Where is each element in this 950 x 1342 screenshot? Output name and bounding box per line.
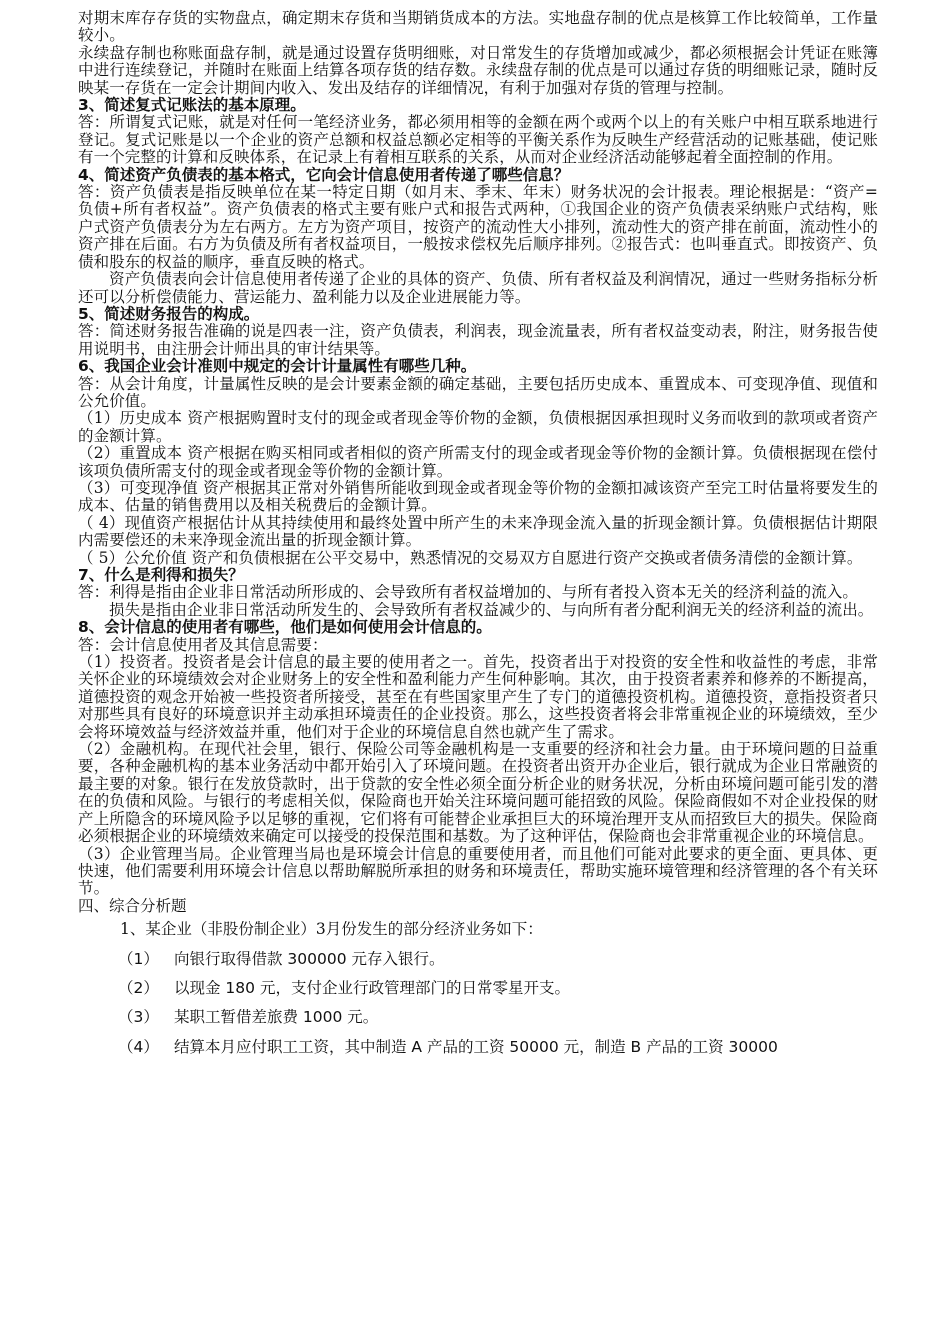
paragraph: 损失是指由企业非日常活动所发生的、会导致所有者权益减少的、与向所有者分配利润无关的经济利益的流出。 xyxy=(109,600,874,619)
item-text: 以现金 180 元，支付企业行政管理部门的日常零星开支。 xyxy=(174,978,570,997)
item-number: （3） xyxy=(118,1008,159,1027)
paragraph: （3）可变现净值 资产根据其正常对外销售所能收到现金或者现金等价物的金额扣减该资产至完工时估量将要发生的成本、估量的销售费用以及相关税费后的金额计算。 xyxy=(78,478,878,515)
document-page xyxy=(78,10,878,1056)
item-text: 向银行取得借款 300000 元存入银行。 xyxy=(174,949,445,968)
paragraph: （ 4）现值资产根据估计从其持续使用和最终处置中所产生的未来净现金流入量的折现金额计算。负债根据估计期限内需要偿还的未来净现金流出量的折现金额计算。 xyxy=(78,513,878,550)
section-title: 四、综合分析题 xyxy=(78,896,187,915)
item-text: 结算本月应付职工工资，其中制造 A 产品的工资 50000 元，制造 B 产品的工资 30000 xyxy=(174,1037,778,1056)
paragraph: 答：简述财务报告准确的说是四表一注，资产负债表，利润表，现金流量表，所有者权益变动表，附注，财务报告使用说明书，由注册会计师出具的审计结果等。 xyxy=(78,322,878,358)
paragraph: 答：所谓复式记账，就是对任何一笔经济业务，都必须用相等的金额在两个或两个以上的有关账户中相互联系地进行登记。复式记账是以一个企业的资产总额和权益总额必定相等的平衡关系作为反映生产经营活动的记账基础，使记账有一个完整的计算和反映体系，在记录上有着相互联系的关系，从而对企业经济活动能够起着全面控制的作用。 xyxy=(78,113,878,167)
paragraph: （2）金融机构。在现代社会里，银行、保险公司等金融机构是一支重要的经济和社会力量。由于环境问题的日益重要，各种金融机构的基本业务活动中都开始引入了环境问题。在投资者出资开办企业后，银行就成为企业日常融资的最主要的对象。银行在发放贷款时，出于贷款的安全性必须全面分析企业的财务状况，分析由环境问题可能引发的潜在的负债和风险。与银行的考虑相关似，保险商也开始关注环境问题可能招致的风险。保险商假如不对企业投保的财产上所隐含的环境风险予以足够的重视，它们将有可能替企业承担巨大的环境治理开支从而招致巨大的损失。保险商必须根据企业的环境绩效来确定可以接受的投保范围和基数。为了这种评估，保险商也会非常重视企业的环境信息。 xyxy=(78,740,878,846)
paragraph: （2）重置成本 资产根据在购买相同或者相似的资产所需支付的现金或者现金等价物的金额计算。负债根据现在偿付该项负债所需支付的现金或者现金等价物的金额计算。 xyxy=(78,444,878,480)
list-item xyxy=(78,1009,878,1026)
paragraph: 对期末库存存货的实物盘点，确定期末存货和当期销货成本的方法。实地盘存制的优点是核算工作比较简单，工作量较小。 xyxy=(78,9,878,45)
item-text: 某职工暂借差旅费 1000 元。 xyxy=(174,1008,379,1027)
paragraph: 资产负债表向会计信息使用者传递了企业的具体的资产、负债、所有者权益及利润情况，通过一些财务指标分析还可以分析偿债能力、营运能力、盈利能力以及企业进展能力等。 xyxy=(78,270,878,306)
paragraph: （ 5）公允价值 资产和负债根据在公平交易中，熟悉情况的交易双方自愿进行资产交换或者债务清偿的金额计算。 xyxy=(78,548,863,567)
question-heading: 8、会计信息的使用者有哪些，他们是如何使用会计信息的。 xyxy=(78,618,492,637)
paragraph: 答：资产负债表是指反映单位在某一特定日期（如月末、季末、年末）财务状况的会计报表。理论根据是：“资产=负债+所有者权益”。资产负债表的格式主要有账户式和报告式两种，①我国企业的资产负债表采纳账户式结构，账户式资产负债表分为左右两方。左方为资产项目，按资产的流动性大小排列，流动性大的资产排在前面，流动性小的资产排在后面。右方为负债及所有者权益项目，一般按求偿权先后顺序排列。②报告式：也叫垂直式。即按资产、负债和股东的权益的顺序，垂直反映的格式。 xyxy=(78,183,878,271)
item-number: （1） xyxy=(118,949,159,968)
paragraph: 永续盘存制也称账面盘存制，就是通过设置存货明细账，对日常发生的存货增加或减少，都必须根据会计凭证在账簿中进行连续登记，并随时在账面上结算各项存货的结存数。永续盘存制的优点是可以通过存货的明细账记录，随时反映某一存货在一定会计期间内收入、发出及结存的详细情况，有利于加强对存货的管理与控制。 xyxy=(78,43,878,97)
list-item xyxy=(78,980,878,997)
item-number: （4） xyxy=(118,1037,159,1056)
list-item xyxy=(78,951,878,968)
paragraph: （1）投资者。投资者是会计信息的最主要的使用者之一。首先，投资者出于对投资的安全性和收益性的考虑，非常关怀企业的环境绩效会对企业财务上的安全性和盈利能力产生何种影响。其次，由于投资者素养和修养的不断提高，道德投资的观念开始被一些投资者所接受，甚至在有些国家里产生了专门的道德投资机构。道德投资，意指投资者只对那些具有良好的环境意识并主动承担环境责任的企业投资。那么，这些投资者将会非常重视企业的环境绩效，至少会将环境效益与经济效益并重，他们对于企业的环境信息自然也就产生了需求。 xyxy=(78,653,878,741)
list-item xyxy=(78,1039,878,1056)
question-heading: 5、简述财务报告的构成。 xyxy=(78,304,260,323)
question-heading: 3、简述复式记账法的基本原理。 xyxy=(78,96,306,115)
paragraph: （3）企业管理当局。企业管理当局也是环境会计信息的重要使用者，而且他们可能对此要求的更全面、更具体、更快速，他们需要利用环境会计信息以帮助解脱所承担的财务和环境责任，帮助实施环境管理和经济管理的各个有关环节。 xyxy=(78,844,878,898)
question-text: 1、某企业（非股份制企业）3月份发生的部分经济业务如下： xyxy=(120,920,543,939)
paragraph: 答：会计信息使用者及其信息需要： xyxy=(78,635,328,654)
paragraph: 答：从会计角度，计量属性反映的是会计要素金额的确定基础，主要包括历史成本、重置成本、可变现净值、现值和公允价值。 xyxy=(78,374,878,410)
question-heading: 7、什么是利得和损失？ xyxy=(78,566,244,584)
item-number: （2） xyxy=(118,978,159,997)
question-heading: 6、我国企业会计准则中规定的会计计量属性有哪些几种。 xyxy=(78,357,477,376)
question-heading: 4、简述资产负债表的基本格式，它向会计信息使用者传递了哪些信息？ xyxy=(78,165,570,184)
paragraph: （1）历史成本 资产根据购置时支付的现金或者现金等价物的金额，负债根据因承担现时义务而收到的款项或者资产的金额计算。 xyxy=(78,409,878,445)
paragraph: 答：利得是指由企业非日常活动所形成的、会导致所有者权益增加的、与所有者投入资本无关的经济利益的流入。 xyxy=(78,583,859,602)
document-body xyxy=(78,10,878,898)
